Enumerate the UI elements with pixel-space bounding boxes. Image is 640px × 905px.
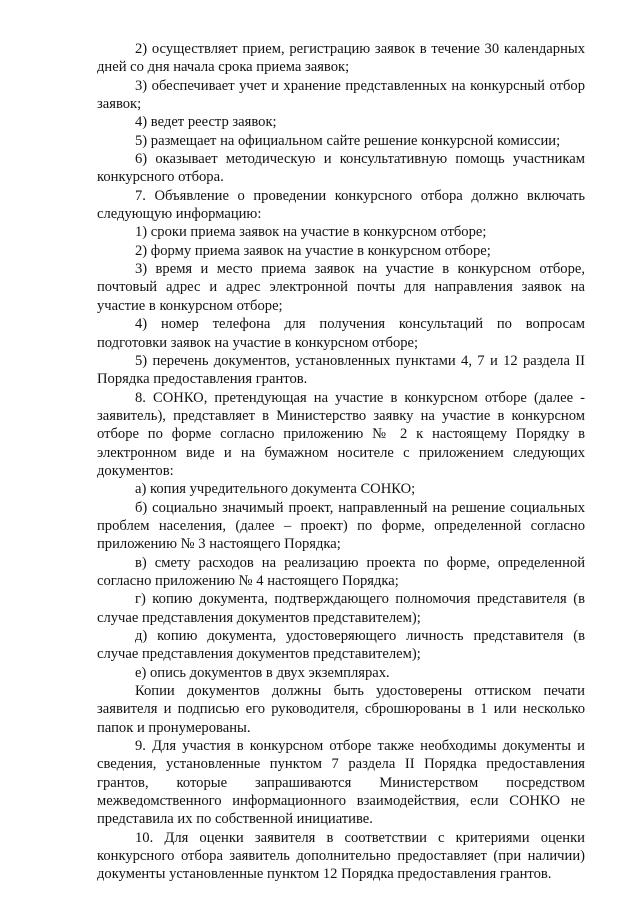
paragraph-7-item-5: 5) перечень документов, установленных пунктами 4, 7 и 12 раздела II Порядка предоставления грантов. bbox=[97, 352, 585, 388]
paragraph-7-item-1: 1) сроки приема заявок на участие в конкурсном отборе; bbox=[135, 224, 487, 241]
paragraph-item-6: 6) оказывает методическую и консультативную помощь участникам конкурсного отбора. bbox=[97, 151, 585, 186]
paragraph-item-3: 3) обеспечивает учет и хранение представленных на конкурсный отбор заявок; bbox=[97, 77, 585, 113]
paragraph-8-item-a: а) копия учредительного документа СОНКО; bbox=[135, 481, 416, 498]
paragraph-8-item-v: в) смету расходов на реализацию проекта по форме, определенной согласно приложению № 4 настоящего Порядка; bbox=[97, 554, 585, 589]
paragraph-7-item-2: 2) форму приема заявок на участие в конкурсном отборе; bbox=[135, 242, 491, 259]
paragraph-8-item-d: д) копию документа, удостоверяющего личность представителя (в случае представления документов представителем); bbox=[97, 628, 585, 663]
paragraph-8-item-b: б) социально значимый проект, направленный на решение социальных проблем населения, (далее – проект) по форме, определенной согласно приложению № 3 настоящего Порядка; bbox=[97, 499, 585, 553]
paragraph-section-8: 8. СОНКО, претендующая на участие в конкурсном отборе (далее - заявитель), представляет в Министерство заявку на участие в конкурсном отборе по форме согласно приложению № 2 к настоящему Порядку в электронном виде и на бумажном носителе с приложением следующих документов: bbox=[97, 389, 585, 479]
paragraph-section-7: 7. Объявление о проведении конкурсного отбора должно включать следующую информацию: bbox=[97, 187, 585, 223]
paragraph-section-10: 10. Для оценки заявителя в соответствии с критериями оценки конкурсного отбора заявитель дополнительно предоставляет (при наличии) документы установленные пунктом 12 Порядка предоставления грантов. bbox=[97, 829, 585, 883]
paragraph-section-9: 9. Для участия в конкурсном отборе также необходимы документы и сведения, установленные пунктом 7 раздела II Порядка предоставления грантов, которые запрашиваются Министерством посредством межведомственного информационного взаимодействия, если СОНКО не представила их по собственной инициативе. bbox=[97, 738, 585, 828]
paragraph-7-item-3: 3) время и место приема заявок на участие в конкурсном отборе, почтовый адрес и адрес электронной почты для направления заявок на участие в конкурсном отборе; bbox=[97, 261, 585, 314]
paragraph-8-item-g: г) копию документа, подтверждающего полномочия представителя (в случае представления документов представителем); bbox=[97, 591, 585, 626]
paragraph-item-2: 2) осуществляет прием, регистрацию заявок в течение 30 календарных дней со дня начала срока приема заявок; bbox=[97, 41, 585, 76]
paragraph-item-4: 4) ведет реестр заявок; bbox=[135, 114, 277, 131]
paragraph-copies-note: Копии документов должны быть удостоверены оттиском печати заявителя и подписью его руководителя, сброшюрованы в 1 или несколько папок и пронумерованы. bbox=[97, 683, 585, 736]
document-page bbox=[97, 40, 585, 884]
paragraph-item-5: 5) размещает на официальном сайте решение конкурсной комиссии; bbox=[135, 132, 561, 149]
paragraph-7-item-4: 4) номер телефона для получения консультаций по вопросам подготовки заявок на участие в конкурсном отборе; bbox=[97, 316, 585, 351]
paragraph-8-item-e: е) опись документов в двух экземплярах. bbox=[135, 664, 390, 681]
